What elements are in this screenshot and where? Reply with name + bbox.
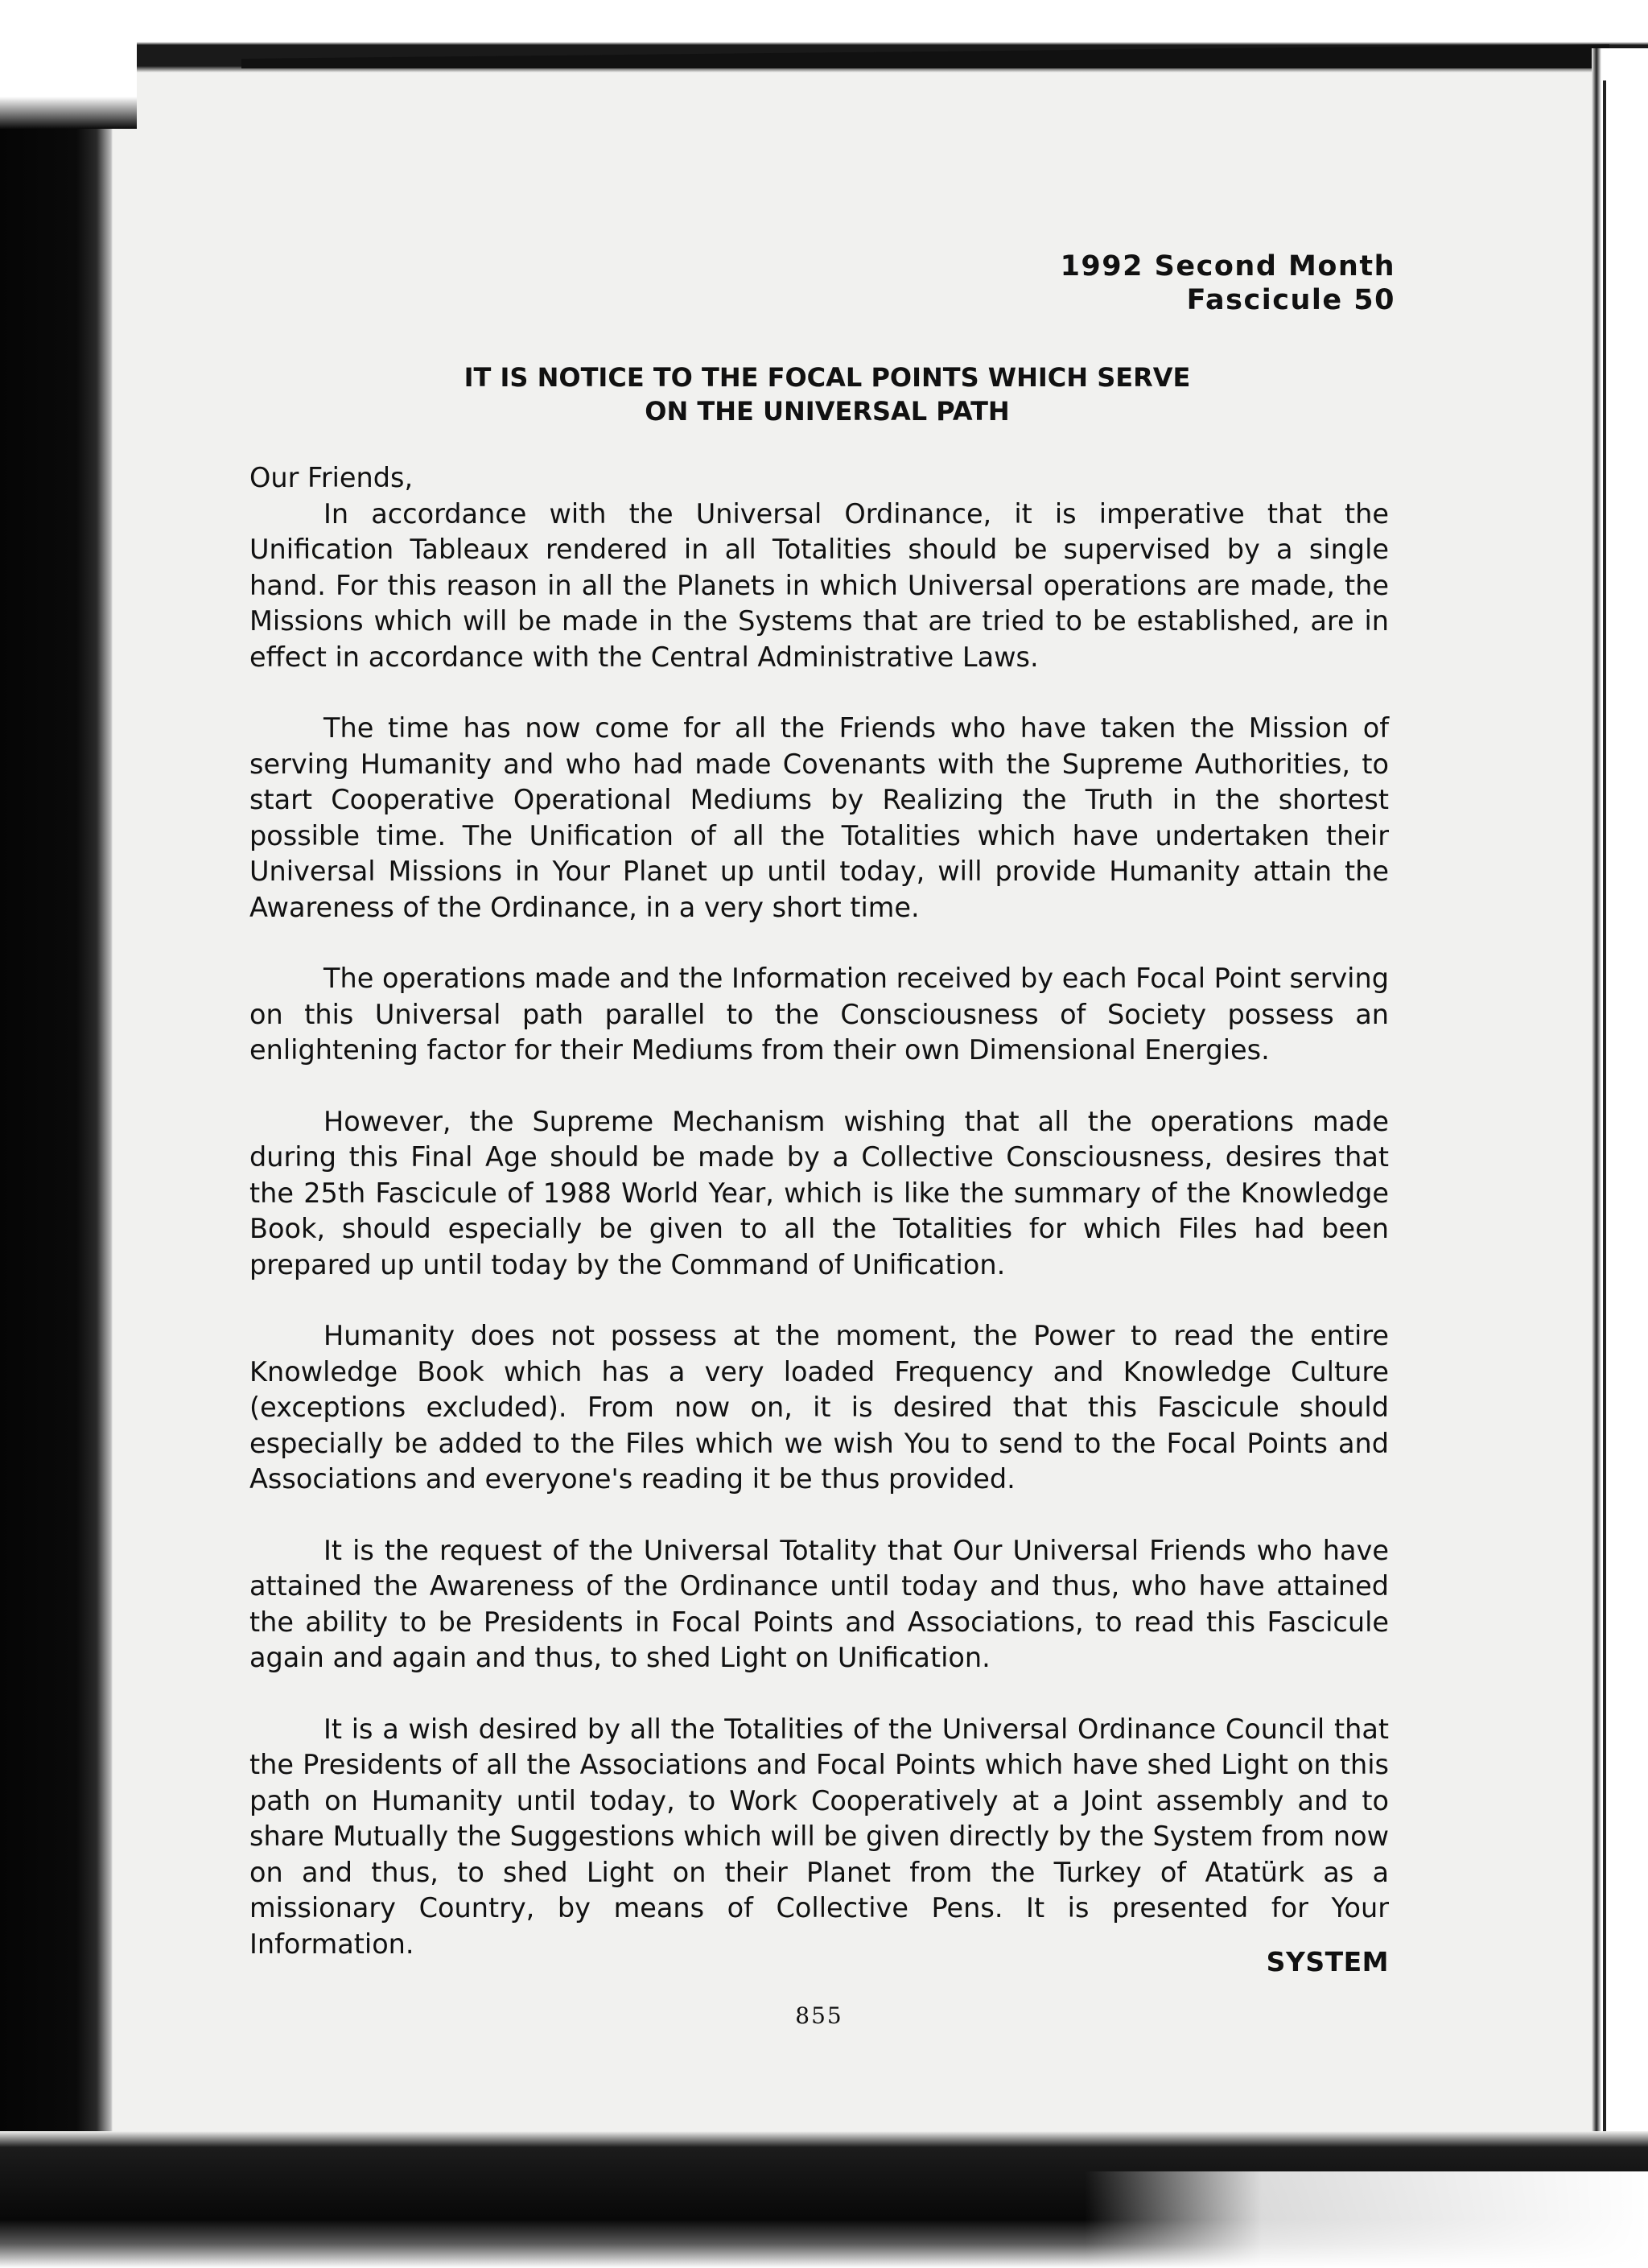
title-line-2: ON THE UNIVERSAL PATH (645, 396, 1010, 427)
date-line: 1992 Second Month (1060, 250, 1395, 282)
title-line-1: IT IS NOTICE TO THE FOCAL POINTS WHICH SERVE (464, 362, 1191, 393)
salutation: Our Friends, (249, 462, 414, 493)
signature: SYSTEM (1266, 1946, 1389, 1977)
document-title (249, 361, 1389, 428)
document-body (249, 460, 1389, 1998)
paragraph-5: Humanity does not possess at the moment, the Power to read the entire Knowledge Book which has a very loaded Frequency and Knowledge Culture (exceptions excluded). From now on, it is desired that this Fascicule should especially be added to the Files which we wish You to send to the Focal Points and Associations and everyone's reading it be thus provided. (249, 1320, 1389, 1495)
scan-bottom-glare (1085, 2171, 1648, 2268)
paragraph-1: In accordance with the Universal Ordinance, it is imperative that the Unification Tableaux rendered in all Totalities should be supervised by a single hand. For this reason in all the Planets in which Universal operations are made, the Missions which will be made in the Systems that are tried to be established, are in effect in accordance with the Central Administrative Laws. (249, 497, 1389, 673)
scan-right-edge (1603, 80, 1606, 2141)
date-block (1061, 249, 1395, 317)
page-number: 855 (795, 2002, 843, 2029)
paragraph-6: It is the request of the Universal Totality that Our Universal Friends who have attained the Awareness of the Ordinance until today and thus, who have attained the ability to be Presidents in Focal Points and Associations, to read this Fascicule again and again and thus, to shed Light on Unification. (249, 1534, 1389, 1673)
paragraph-7: It is a wish desired by all the Totalities of the Universal Ordinance Council that the Presidents of all the Associations and Focal Points which have shed Light on this path on Humanity until today, to Work Cooperatively at a Joint assembly and to share Mutually the Suggestions which will be given directly by the System from now on and thus, to shed Light on their Planet from the Turkey of Atatürk as a missionary Country, by means of Collective Pens. It is presented for Your Information. (249, 1713, 1389, 1960)
scan-left-border (0, 89, 113, 2149)
paragraph-2: The time has now come for all the Friends who have taken the Mission of serving Humanity and who had made Covenants with the Supreme Authorities, to start Cooperative Operational Mediums by Realizing the Truth in the shortest possible time. The Unification of all the Totalities which have undertaken their Universal Missions in Your Planet up until today, will provide Humanity attain the Awareness of the Ordinance, in a very short time. (249, 712, 1389, 923)
paragraph-3: The operations made and the Information received by each Focal Point serving on this Universal path parallel to the Consciousness of Society possess an enlightening factor for their Mediums from their own Dimensional Energies. (249, 963, 1389, 1066)
document-page (249, 249, 1395, 2029)
fascicule-line: Fascicule 50 (1186, 284, 1395, 316)
paragraph-4: However, the Supreme Mechanism wishing that all the operations made during this Final Age should be made by a Collective Consciousness, desires that the 25th Fascicule of 1988 World Year, which is like the summary of the Knowledge Book, should especially be given to all the Totalities for which Files had been prepared up until today by the Command of Unification. (249, 1105, 1389, 1280)
scan-right-border (1592, 48, 1648, 2221)
scan-left-corner (0, 0, 137, 129)
